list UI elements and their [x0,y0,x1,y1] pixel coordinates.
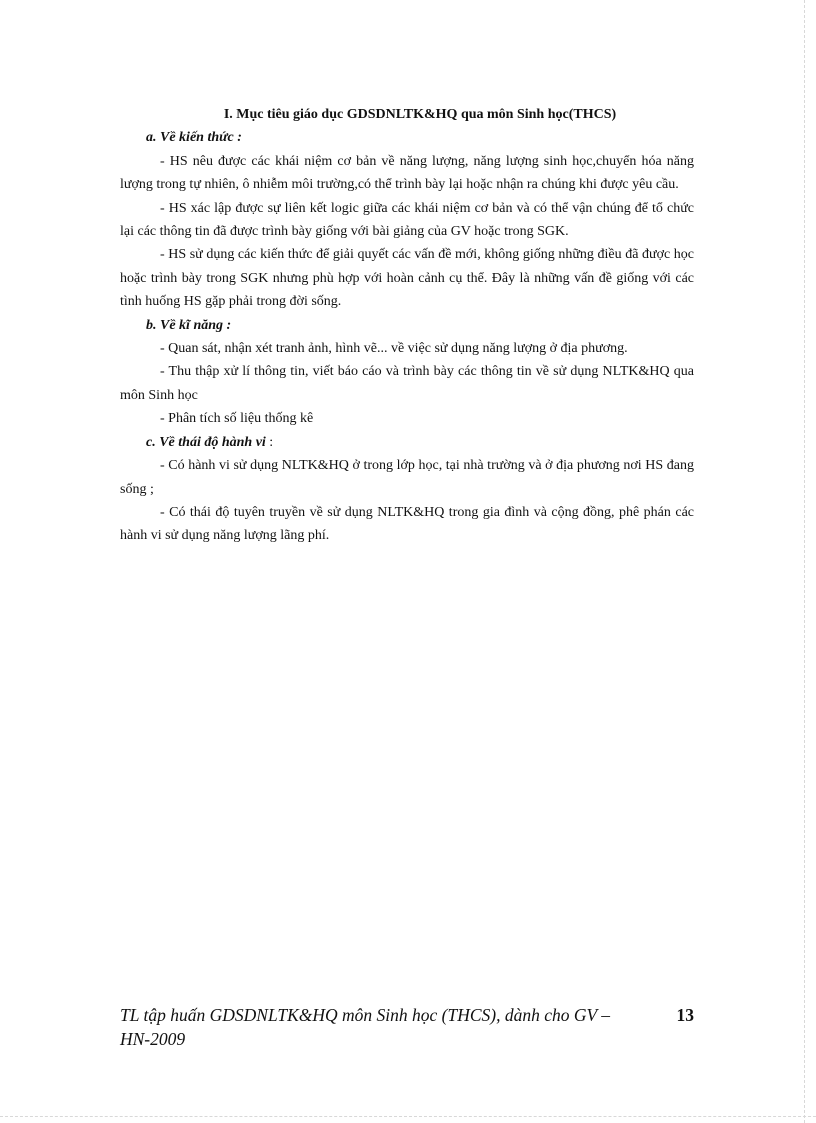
paragraph: - Thu thập xử lí thông tin, viết báo cáo và trình bày các thông tin về sử dụng NLTK&HQ qua môn Sinh học [120,364,694,403]
subheading-knowledge-text: a. Về kiến thức : [146,130,242,146]
paragraph: - HS xác lập được sự liên kết logic giữa các khái niệm cơ bản và có thể vận chúng để tổ chức lại các thông tin đã được trình bày giống với bài giảng của GV hoặc trong SGK. [120,200,694,240]
paragraph: - Có hành vi sử dụng NLTK&HQ ở trong lớp học, tại nhà trường và ở địa phương nơi HS đang sống ; [120,458,694,497]
subheading-attitude-text: c. Về thái độ hành vi [146,434,266,450]
subheading-attitude [120,431,694,454]
section-title: I. Mục tiêu giáo dục GDSDNLTK&HQ qua môn Sinh học(THCS) [223,107,617,122]
subheading-knowledge [120,126,694,149]
paragraph: - Có thái độ tuyên truyền về sử dụng NLTK&HQ trong gia đình và cộng đồng, phê phán các hành vi sử dụng năng lượng lãng phí. [120,504,694,544]
page-footer [120,1003,694,1063]
subheading-skills [120,314,694,337]
page-number: 13 [676,1005,694,1025]
page-edge-right [804,0,805,1123]
footer-caption: TL tập huấn GDSDNLTK&HQ môn Sinh học (THCS), dành cho GV –HN-2009 [120,1005,611,1049]
paragraph: - HS nêu được các khái niệm cơ bản về năng lượng, năng lượng sinh học,chuyển hóa năng lượng trong tự nhiên, ô nhiễm môi trường,có thể trình bày lại hoặc nhận ra chúng khi được yêu cầu. [120,153,694,193]
paragraph: - Quan sát, nhận xét tranh ảnh, hình vẽ... về việc sử dụng năng lượng ở địa phương. [160,341,628,357]
paragraph: - Phân tích số liệu thống kê [160,411,314,427]
subheading-skills-text: b. Về kĩ năng : [146,317,232,333]
page-edge-bottom [0,1116,816,1117]
document-body [120,103,694,548]
paragraph: - HS sử dụng các kiến thức để giải quyết các vấn đề mới, không giống những điều đã được học hoặc trình bày trong SGK nhưng phù hợp với hoàn cảnh cụ thể. Đây là những vấn đề giống với các tình huống HS gặp phải trong đời sống. [120,247,694,310]
subheading-attitude-tail: : [265,434,274,450]
